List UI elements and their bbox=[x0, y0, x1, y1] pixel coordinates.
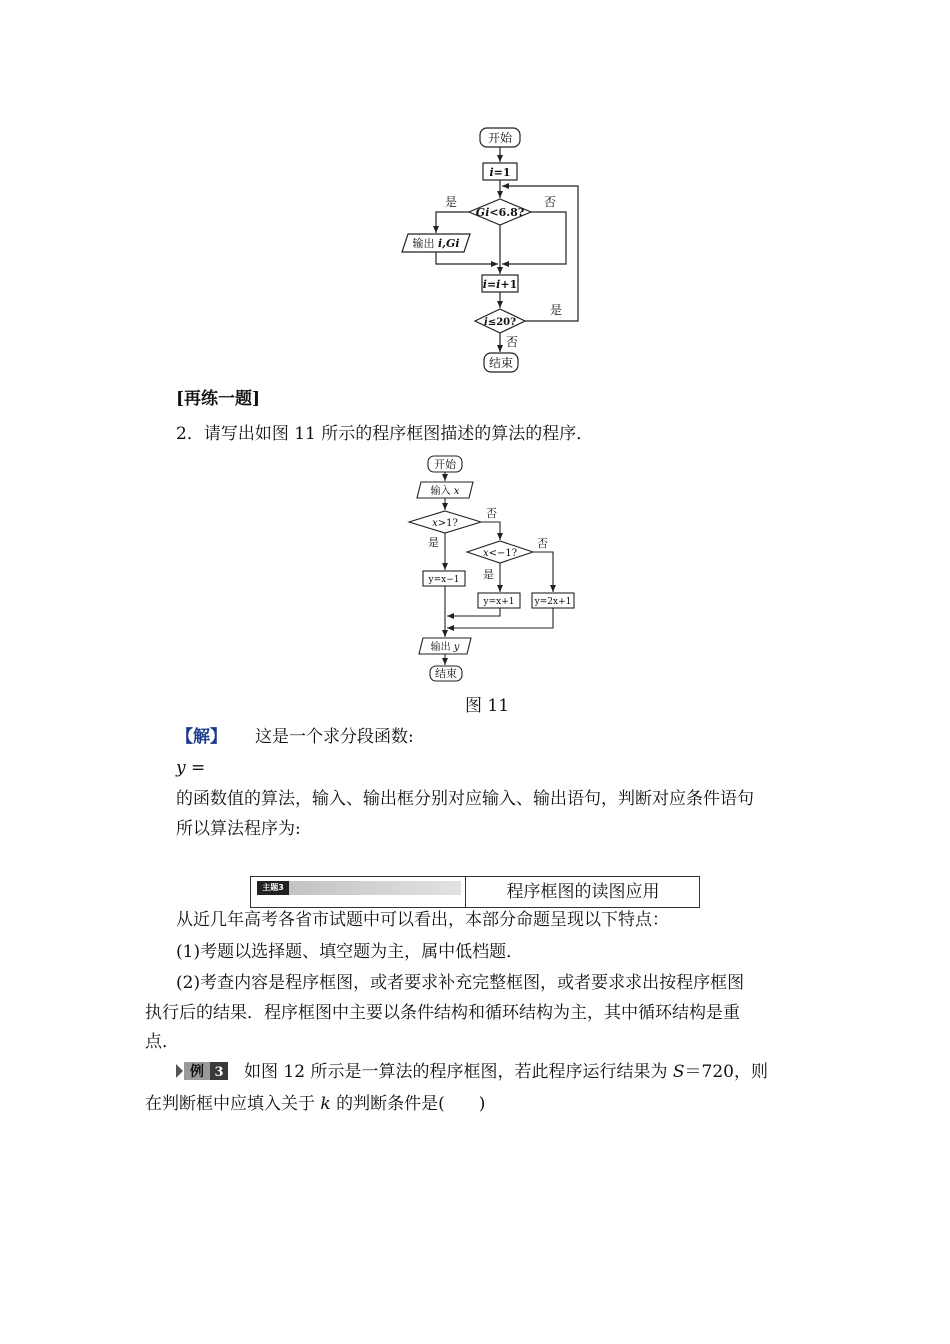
svg-text:输出 y bbox=[431, 640, 460, 653]
solution-tag: 【解】 bbox=[176, 727, 227, 747]
solution-text-1: 这是一个求分段函数: bbox=[255, 727, 414, 747]
fc2-cond1-var: x bbox=[432, 518, 438, 529]
body-paragraph-1: 从近几年高考各省市试题中可以看出，本部分命题呈现以下特点： bbox=[176, 910, 669, 930]
example-line-2-b: 的判断条件是( ) bbox=[330, 1094, 486, 1114]
fc2-cond2-yes: 是 bbox=[483, 568, 494, 581]
figure-caption: 图 11 bbox=[465, 696, 510, 716]
solution-text-3: 所以算法程序为: bbox=[176, 819, 301, 839]
fc1-init-val: =1 bbox=[493, 166, 511, 179]
svg-text:i=1 bbox=[489, 166, 510, 179]
example-badge-label: 例 bbox=[190, 1064, 204, 1080]
svg-text:i≤20? bbox=[484, 317, 516, 328]
fc1-end-label: 结束 bbox=[488, 356, 514, 370]
example-badge bbox=[176, 1061, 232, 1081]
fc1-cond-rest: <6.8? bbox=[489, 206, 525, 219]
section-bar bbox=[250, 876, 700, 908]
fc1-loop-no-label: 否 bbox=[506, 335, 519, 349]
fc2-cond1-no: 否 bbox=[486, 507, 497, 520]
fc1-inc-i2: i bbox=[496, 278, 501, 291]
fc2-output-var: y bbox=[453, 642, 460, 653]
fc2-input-label: 输入 bbox=[430, 486, 454, 497]
svg-text:输出 i,Gi bbox=[412, 236, 459, 250]
section-tag: 主题3 bbox=[257, 881, 289, 895]
practice-question: 2．请写出如图 11 所示的程序框图描述的算法的程序． bbox=[176, 424, 594, 444]
fc1-loop-yes-label: 是 bbox=[550, 303, 563, 317]
fc1-inc-i1: i bbox=[482, 278, 487, 291]
svg-text:Gi<6.8? bbox=[476, 206, 524, 219]
example-var-k: k bbox=[320, 1094, 331, 1114]
svg-text:i=i+1 bbox=[483, 278, 517, 291]
fc1-inc-rest: +1 bbox=[500, 278, 518, 291]
fc1-loop-i: i bbox=[484, 317, 488, 328]
fc1-cond-pre: G bbox=[475, 206, 486, 219]
fc1-no-label: 否 bbox=[544, 195, 557, 209]
fc2-cond2-rest: <−1? bbox=[488, 548, 518, 559]
fc2-cond1-yes: 是 bbox=[428, 536, 439, 549]
fc1-output-label: 输出 bbox=[412, 237, 438, 250]
body-paragraph-3a: (2)考查内容是程序框图，或者要求补充完整框图，或者要求求出按程序框图 bbox=[176, 973, 745, 993]
flowchart-2 bbox=[0, 450, 950, 690]
svg-text:输入 x bbox=[431, 484, 460, 497]
fc2-assign2: y=x+1 bbox=[483, 597, 515, 607]
fc2-assign1: y=x−1 bbox=[428, 575, 460, 585]
fc2-input-var: x bbox=[453, 486, 460, 497]
flowchart-1 bbox=[0, 0, 950, 380]
fc1-inc-mid: = bbox=[486, 278, 497, 291]
fc2-cond2-no: 否 bbox=[537, 537, 548, 550]
example-badge-num: 3 bbox=[214, 1065, 224, 1080]
fc1-start-label: 开始 bbox=[487, 131, 513, 145]
section-divider bbox=[465, 877, 466, 907]
body-paragraph-3c: 点． bbox=[145, 1032, 179, 1052]
example-line-2 bbox=[145, 1094, 485, 1114]
body-paragraph-3b: 执行后的结果．程序框图中主要以条件结构和循环结构为主，其中循环结构是重 bbox=[145, 1003, 740, 1023]
example-var-s: S bbox=[672, 1062, 685, 1082]
section-title: 程序框图的读图应用 bbox=[506, 882, 660, 902]
fc1-cond-i: i bbox=[485, 206, 490, 219]
svg-text:x<−1? bbox=[483, 548, 517, 559]
svg-text:x>1? bbox=[432, 518, 458, 529]
fc2-end-label: 结束 bbox=[435, 667, 457, 680]
fc1-init-var: i bbox=[489, 166, 494, 179]
fc2-start-label: 开始 bbox=[434, 458, 456, 471]
example-line-2-a: 在判断框中应填入关于 bbox=[145, 1094, 321, 1114]
example-line-1-b: ＝720，则 bbox=[684, 1062, 768, 1082]
fc1-yes-label: 是 bbox=[445, 195, 458, 209]
practice-header: [再练一题] bbox=[176, 389, 261, 409]
fc2-output-label: 输出 bbox=[430, 642, 454, 653]
fc1-loop-rest: ≤20? bbox=[487, 317, 516, 328]
fc2-cond1-rest: >1? bbox=[437, 518, 458, 529]
example-line-1 bbox=[244, 1062, 768, 1082]
example-line-1-a: 如图 12 所示是一算法的程序框图，若此程序运行结果为 bbox=[244, 1062, 673, 1082]
body-paragraph-2: (1)考题以选择题、填空题为主，属中低档题． bbox=[176, 942, 524, 962]
fc2-cond2-var: x bbox=[482, 548, 489, 559]
fc1-output-vars: i,Gi bbox=[437, 237, 460, 250]
fc2-assign3: y=2x+1 bbox=[534, 597, 572, 607]
solution-text-2: 的函数值的算法，输入、输出框分别对应输入、输出语句，判断对应条件语句 bbox=[176, 789, 754, 809]
solution-y-line: y = bbox=[176, 758, 206, 778]
